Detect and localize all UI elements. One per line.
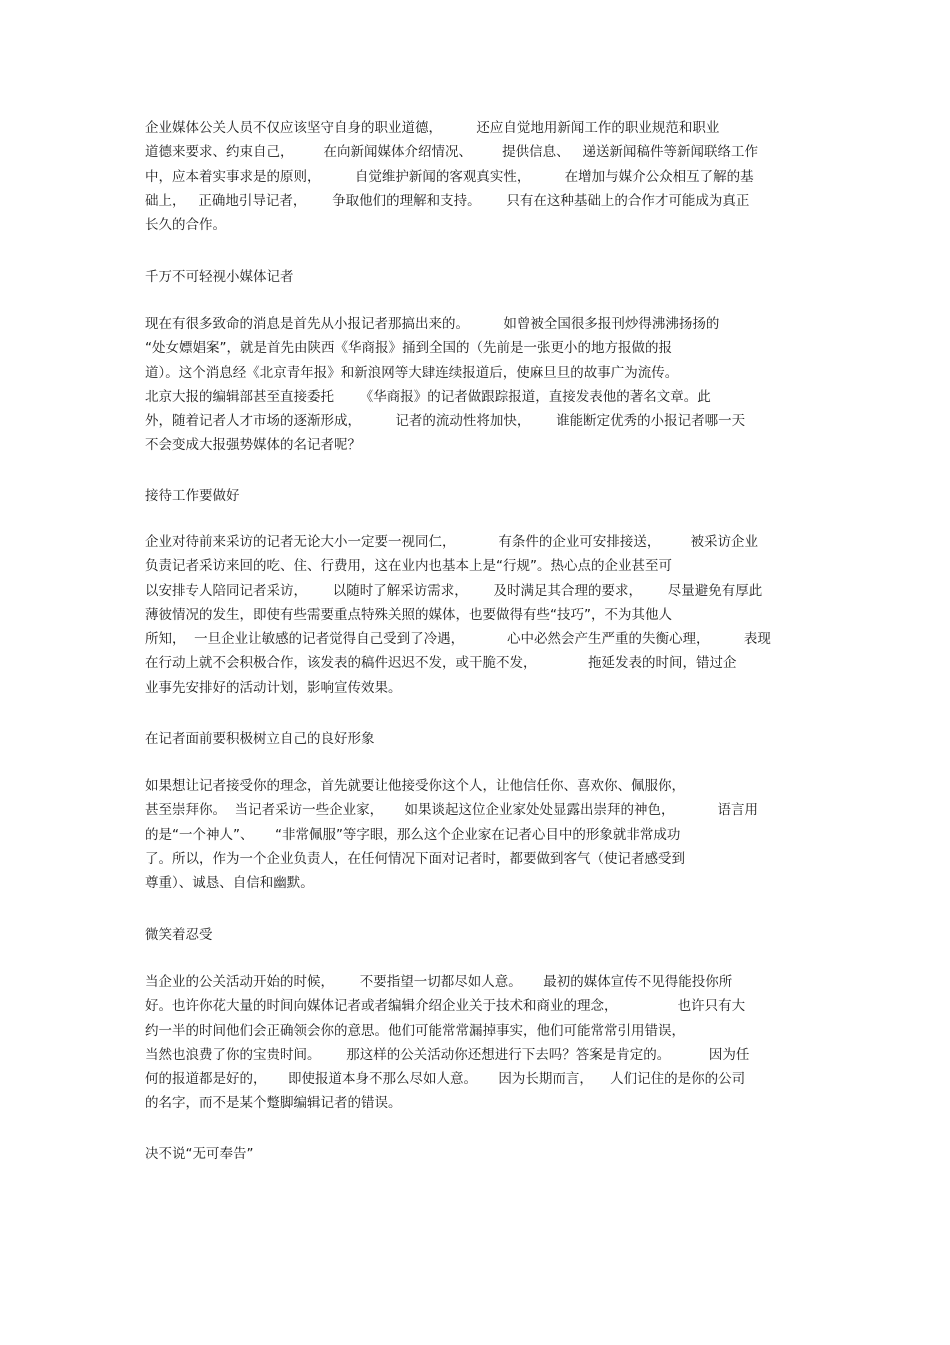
paragraph-line: 以安排专人陪同记者采访， 以随时了解采访需求， 及时满足其合理的要求， 尽量避免有厚此 [145, 582, 763, 599]
paragraph-line: 中，应本着实事求是的原则， 自觉维护新闻的客观真实性， 在增加与媒介公众相互了解的基 [145, 168, 754, 185]
paragraph-line: 了。所以，作为一个企业负责人，在任何情况下面对记者时，都要做到客气（使记者感受到 [145, 850, 685, 867]
section-heading-image: 在记者面前要积极树立自己的良好形象 [145, 731, 375, 747]
paragraph-line: 不会变成大报强势媒体的名记者呢？ [145, 437, 361, 454]
paragraph-line: 约一半的时间他们会正确领会你的意思。他们可能常常漏掉事实，他们可能常常引用错误， [145, 1022, 685, 1039]
paragraph-line: 当然也浪费了你的宝贵时间。 那这样的公关活动你还想进行下去吗？答案是肯定的。 因为任 [145, 1046, 750, 1063]
paragraph-line: 道）。这个消息经《北京青年报》和新浪网等大肆连续报道后，使麻旦旦的故事广为流传。 [145, 364, 679, 381]
paragraph-line: 业事先安排好的活动计划，影响宣传效果。 [145, 679, 402, 696]
section-heading-small-media: 千万不可轻视小媒体记者 [145, 269, 294, 285]
section-heading-reception: 接待工作要做好 [145, 488, 240, 504]
section-heading-no-comment: 决不说“无可奉告” [145, 1146, 254, 1162]
paragraph-line: 如果想让记者接受你的理念，首先就要让他接受你这个人，让他信任你、喜欢你、佩服你， [145, 778, 685, 794]
paragraph-line: 何的报道都是好的， 即使报道本身不那么尽如人意。 因为长期而言， 人们记住的是你的公司 [145, 1071, 746, 1088]
paragraph-5 [145, 970, 815, 1116]
paragraph-line: 道德来要求、约束自己， 在向新闻媒体介绍情况、 提供信息、 递送新闻稿件等新闻联络工作 [145, 144, 758, 161]
paragraph-1 [145, 116, 815, 237]
paragraph-line: 的名字，而不是某个蹩脚编辑记者的错误。 [145, 1095, 402, 1112]
section-heading-smile: 微笑着忍受 [145, 927, 213, 943]
paragraph-line: 薄彼情况的发生，即使有些需要重点特殊关照的媒体，也要做得有些“技巧”，不为其他人 [145, 606, 672, 623]
paragraph-line: 甚至崇拜你。 当记者采访一些企业家， 如果谈起这位企业家处处显露出崇拜的神色， 语言用 [145, 802, 758, 819]
paragraph-line: 所知， 一旦企业让敏感的记者觉得自己受到了冷遇， 心中必然会产生严重的失衡心理， 表现 [145, 631, 771, 648]
paragraph-line: 当企业的公关活动开始的时候， 不要指望一切都尽如人意。 最初的媒体宣传不见得能投你所 [145, 974, 733, 990]
paragraph-line: 企业媒体公关人员不仅应该坚守自身的职业道德， 还应自觉地用新闻工作的职业规范和职业 [145, 120, 720, 136]
paragraph-line: 北京大报的编辑部甚至直接委托 《华商报》的记者做跟踪报道，直接发表他的著名文章。此 [145, 388, 711, 405]
paragraph-line: 础上， 正确地引导记者， 争取他们的理解和支持。 只有在这种基础上的合作才可能成为真正 [145, 192, 750, 209]
paragraph-line: 的是“一个神人”、 “非常佩服”等字眼，那么这个企业家在记者心目中的形象就非常成功 [145, 826, 681, 843]
paragraph-line: 尊重）、诚恳、自信和幽默。 [145, 875, 314, 892]
paragraph-4 [145, 774, 815, 895]
paragraph-line: 好。也许你花大量的时间向媒体记者或者编辑介绍企业关于技术和商业的理念， 也许只有大 [145, 998, 746, 1015]
paragraph-line: 企业对待前来采访的记者无论大小一定要一视同仁， 有条件的企业可安排接送， 被采访企业 [145, 534, 758, 550]
paragraph-line: 外，随着记者人才市场的逐渐形成， 记者的流动性将加快， 谁能断定优秀的小报记者哪一天 [145, 413, 746, 430]
paragraph-line: 现在有很多致命的消息是首先从小报记者那搞出来的。 如曾被全国很多报刊炒得沸沸扬扬的 [145, 316, 720, 332]
paragraph-line: 负责记者采访来回的吃、住、行费用，这在业内也基本上是“行规”。热心点的企业甚至可 [145, 558, 672, 575]
paragraph-line: “处女嫖娼案”，就是首先由陕西《华商报》捅到全国的（先前是一张更小的地方报做的报 [145, 340, 672, 357]
paragraph-2 [145, 312, 815, 458]
paragraph-line: 在行动上就不会积极合作，该发表的稿件迟迟不发，或干脆不发， 拖延发表的时间，错过企 [145, 655, 737, 672]
paragraph-3 [145, 530, 815, 700]
paragraph-line: 长久的合作。 [145, 217, 226, 234]
